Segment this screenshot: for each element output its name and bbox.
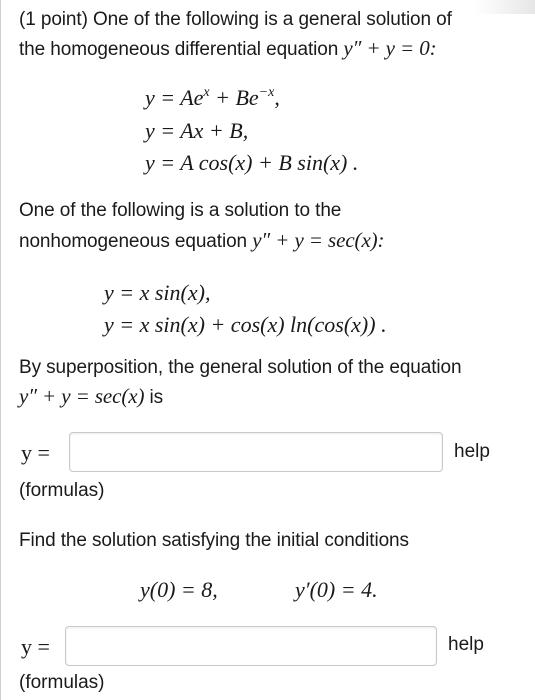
particular-solution-2 bbox=[104, 311, 387, 339]
initial-condition-2-text: y′(0) = 4. bbox=[295, 577, 378, 602]
initial-condition-1 bbox=[140, 576, 218, 604]
nonhomog-intro-1: One of the following is a solution to the bbox=[19, 200, 342, 221]
answer1-formulas-link[interactable]: (formulas) bbox=[19, 480, 105, 501]
homog-solution-2-lhs: y = bbox=[145, 118, 181, 143]
particular-solution-1-text: y = x sin(x), bbox=[104, 280, 211, 305]
superposition-is: is bbox=[149, 387, 164, 408]
nonhomog-line bbox=[19, 226, 384, 256]
superposition-line-2 bbox=[19, 382, 163, 412]
homog-solution-3-lhs: y = bbox=[145, 150, 181, 175]
answer1-help-link[interactable]: help bbox=[454, 441, 490, 462]
homog-solution-3-rhs: A cos(x) + B sin(x) . bbox=[180, 150, 359, 175]
homog-solution-1-tail: , bbox=[274, 85, 280, 110]
ic-intro: Find the solution satisfying the initial conditions bbox=[19, 530, 409, 551]
superposition-equation: y″ + y = sec(x) bbox=[19, 384, 145, 408]
homog-solution-1-term1: Ae bbox=[180, 85, 204, 110]
nonhomog-equation: y″ + y = sec(x): bbox=[252, 228, 385, 252]
answer2-help-link[interactable]: help bbox=[448, 634, 484, 655]
homogeneous-text: the homogeneous differential equation bbox=[19, 39, 339, 60]
answer2-formulas-link[interactable]: (formulas) bbox=[19, 672, 105, 693]
homog-solution-1-term2: + Be bbox=[209, 85, 259, 110]
homog-solution-2 bbox=[145, 117, 248, 145]
nonhomog-text: nonhomogeneous equation bbox=[19, 231, 248, 252]
homog-solution-2-rhs: Ax + B, bbox=[180, 118, 249, 143]
homog-solution-3 bbox=[145, 149, 358, 177]
answer1-label: y = bbox=[21, 440, 50, 465]
particular-solution-1 bbox=[104, 279, 210, 307]
initial-condition-1-text: y(0) = 8, bbox=[140, 577, 218, 602]
homog-solution-1-exp1: x bbox=[203, 85, 210, 100]
particular-solution-2-text: y = x sin(x) + cos(x) ln(cos(x)) . bbox=[104, 312, 387, 337]
answer2-label: y = bbox=[21, 634, 50, 659]
homog-solution-1-lhs: y = bbox=[145, 85, 181, 110]
initial-condition-2 bbox=[295, 576, 378, 604]
homog-solution-1 bbox=[145, 84, 280, 112]
corner-shadow bbox=[475, 0, 535, 14]
homogeneous-equation: y″ + y = 0: bbox=[343, 36, 437, 60]
answer2-input[interactable] bbox=[65, 626, 437, 666]
homogeneous-line bbox=[19, 34, 437, 64]
homog-solution-1-exp2: −x bbox=[258, 85, 275, 100]
superposition-line-1: By superposition, the general solution of the equation bbox=[19, 357, 462, 378]
answer1-input[interactable] bbox=[69, 432, 443, 472]
problem-intro: (1 point) One of the following is a general solution of bbox=[19, 9, 452, 30]
